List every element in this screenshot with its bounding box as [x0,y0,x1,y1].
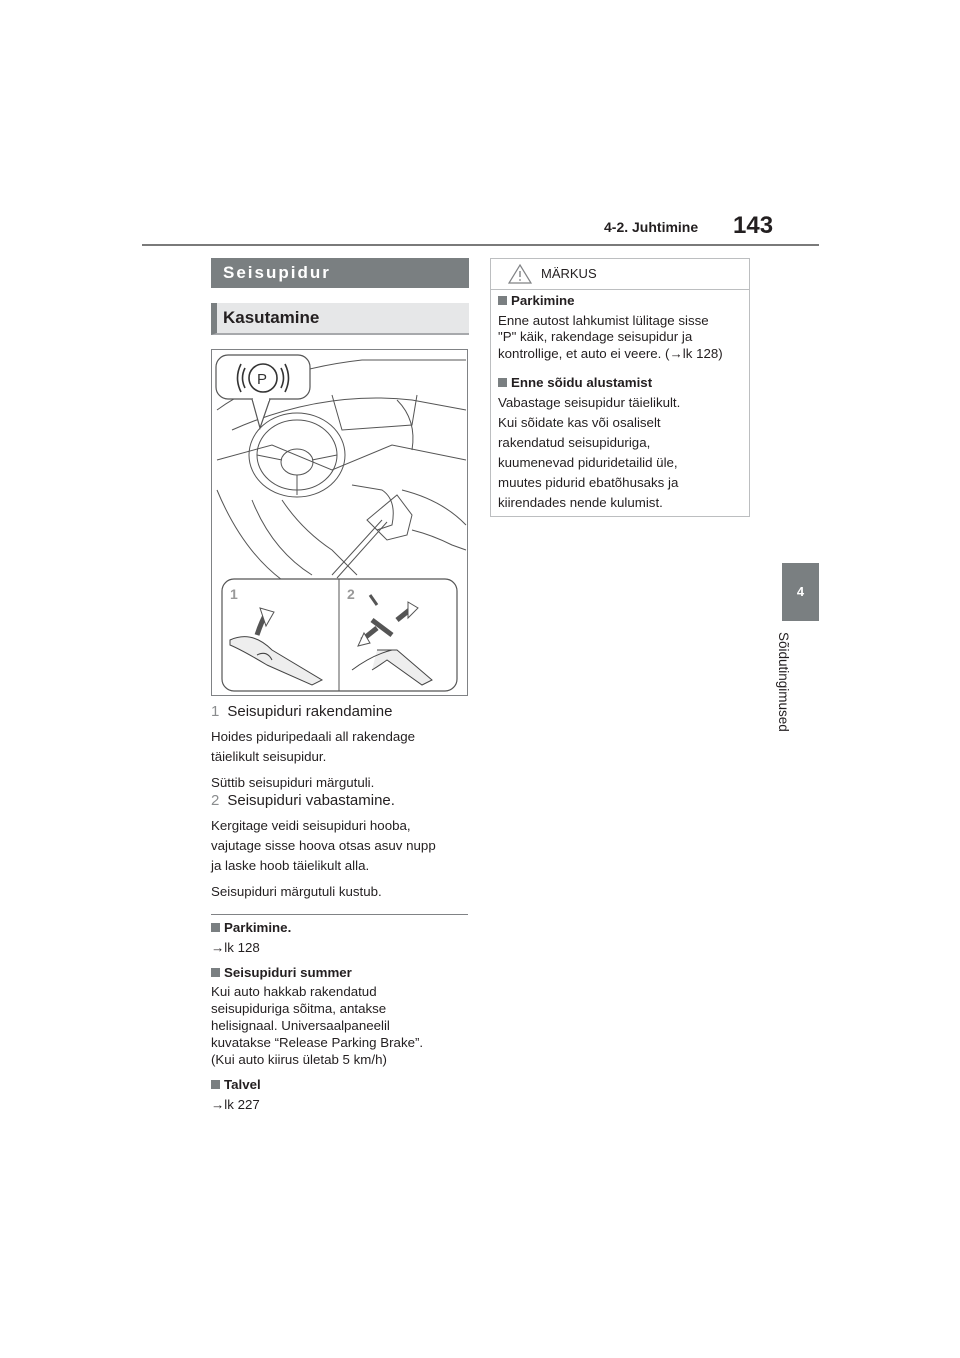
note-link[interactable]: →lk 128 [211,940,260,955]
step-2 [211,792,395,809]
step-2-line: vajutage sisse hoova otsas asuv nupp [211,838,436,853]
step-2-line: Seisupiduri märgutuli kustub. [211,884,382,899]
section-label: 4-2. Juhtimine [604,219,699,235]
notice-block-2 [498,373,744,513]
note-line: (Kui auto kiirus ületab 5 km/h) [211,1052,387,1067]
chapter-tab-number[interactable]: 4 [782,563,819,621]
illustration [212,350,467,695]
step-1-line: täielikult seisupidur. [211,749,327,764]
page-title: Seisupidur [211,258,469,288]
step-1-body [211,727,471,793]
step-2-number: 2 [211,792,220,809]
step-2-title: Seisupiduri vabastamine. [227,792,395,809]
note-line: seisupiduriga sõitma, antakse [211,1001,387,1016]
notice-box [490,258,750,517]
note-heading-text: Parkimine. [224,920,292,935]
note-heading [211,919,471,936]
notice-line: Kui sõidate kas või osaliselt [498,415,661,430]
notice-heading [498,293,744,310]
notice-line: Enne autost lahkumist lülitage sisse [498,312,709,328]
step-1 [211,703,392,720]
note-heading-text: Talvel [224,1077,261,1092]
note-line: Kui auto hakkab rakendatud [211,984,377,999]
step-2-line: ja laske hoob täielikult alla. [211,858,370,873]
parking-brake-figure [211,349,468,696]
step-2-line: Kergitage veidi seisupiduri hooba, [211,818,411,833]
notice-heading-text: Enne sõidu alustamist [511,375,653,390]
note-heading [211,1076,471,1093]
figure-label-2: 2 [347,586,355,602]
chapter-tab-title [776,632,820,762]
notice-line: muutes pidurid ebatõhusaks ja [498,475,679,490]
notice-header [491,259,749,290]
step-1-number: 1 [211,703,220,720]
notice-line: "P" käik, rakendage seisupidur ja [498,329,693,344]
step-1-line: Hoides piduripedaali all rakendage [211,729,416,744]
note-line: kuvatakse “Release Parking Brake”. [211,1035,424,1050]
notice-heading-text: Parkimine [511,293,575,308]
notice-label: MÄRKUS [541,266,597,281]
note-link[interactable]: →lk 227 [211,1097,260,1112]
notice-line: rakendatud seisupiduriga, [498,435,651,450]
step-1-title: Seisupiduri rakendamine [227,703,393,720]
chapter-title-text: Sõidutingimused [776,632,791,732]
page-number: 143 [733,212,774,239]
figure-label-1: 1 [230,586,238,602]
notice-line: kontrollige, et auto ei veere. (→lk 128) [498,345,723,361]
header-rule [142,244,819,246]
notice-line: kiirendades nende kulumist. [498,495,663,510]
notice-line: kuumenevad piduridetailid üle, [498,455,678,470]
notice-line: Vabastage seisupidur täielikult. [498,395,681,410]
notice-block-1 [498,293,744,362]
warning-icon [507,263,533,285]
p-badge: P [257,371,268,388]
p-indicator-callout [216,355,310,428]
note-line: helisignaal. Universaalpaneelil [211,1018,390,1033]
notice-heading [498,373,744,393]
notes [211,919,471,1113]
step-2-body [211,816,471,902]
note-heading [211,964,471,981]
step-1-line: Süttib seisupiduri märgutuli. [211,775,375,790]
section-subtitle: Kasutamine [211,303,469,335]
notes-divider [211,914,468,915]
note-heading-text: Seisupiduri summer [224,965,352,980]
